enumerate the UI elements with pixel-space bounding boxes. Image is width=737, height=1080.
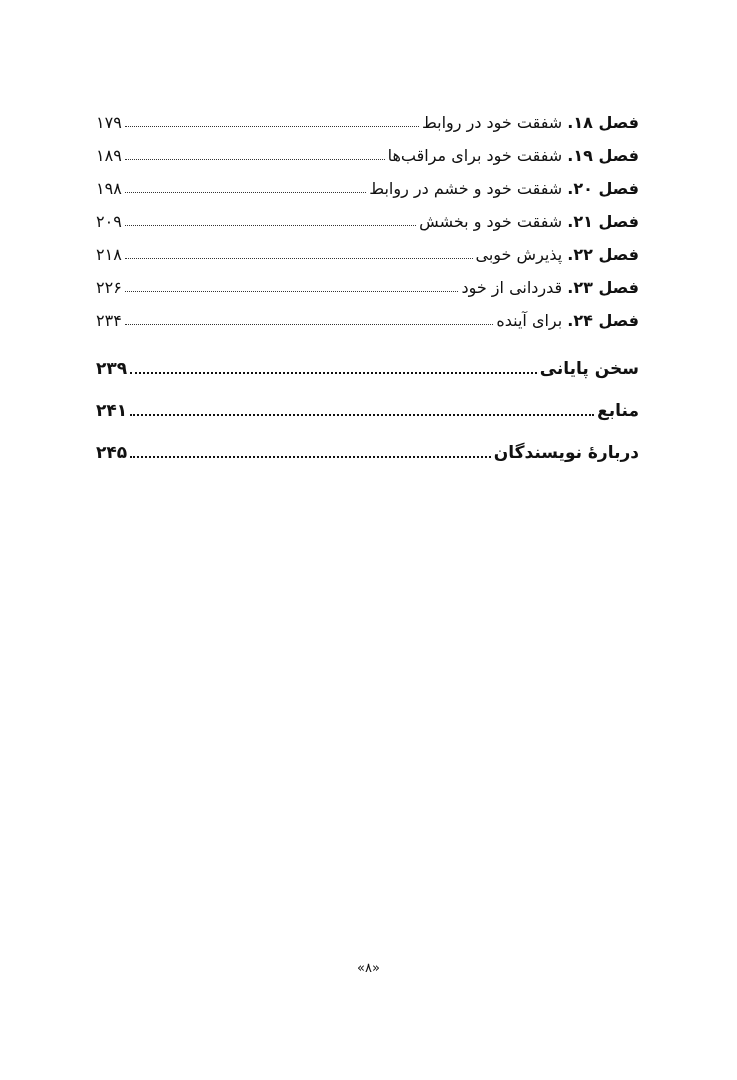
table-of-contents: [96, 98, 639, 462]
chapter-title: برای آینده: [496, 311, 563, 330]
page-number: ۱۹۸: [96, 179, 122, 198]
chapter-title: شفقت خود برای مراقب‌ها: [387, 146, 563, 165]
toc-entry-title: [388, 148, 639, 164]
dot-leader: [130, 414, 594, 416]
chapter-label: فصل ۲۰.: [567, 179, 639, 198]
toc-entry-about-authors: [96, 420, 639, 462]
dot-leader: [125, 324, 494, 325]
toc-entry-chapter-21: [96, 197, 639, 230]
section-title: سخن پایانی: [539, 359, 639, 379]
toc-entry-title: [476, 247, 640, 263]
page-folio: «۸»: [357, 961, 380, 976]
dot-leader: [130, 456, 491, 458]
chapter-label: فصل ۲۲.: [567, 245, 639, 264]
dot-leader: [130, 372, 537, 374]
chapter-label: فصل ۲۱.: [567, 212, 639, 231]
chapter-label: فصل ۲۳.: [567, 278, 639, 297]
toc-entry-chapter-23: [96, 263, 639, 296]
page-number: ۲۱۸: [96, 245, 122, 264]
page-number: ۲۳۴: [96, 311, 122, 330]
chapter-title: قدردانی از خود: [461, 278, 563, 297]
chapter-label: فصل ۲۴.: [567, 311, 639, 330]
page-number: ۲۳۹: [96, 359, 128, 379]
page-number: ۲۴۵: [96, 443, 128, 463]
chapter-label: فصل ۱۹.: [567, 146, 639, 165]
page-number: ۱۷۹: [96, 113, 122, 132]
toc-entry-title: [419, 214, 639, 230]
chapter-title: پذیرش خوبی: [475, 245, 563, 264]
toc-entry-title: [369, 181, 639, 197]
chapter-title: شفقت خود و خشم در روابط: [369, 179, 563, 198]
toc-entry-title: [496, 313, 639, 329]
dot-leader: [125, 291, 459, 292]
chapter-title: شفقت خود در روابط: [421, 113, 563, 132]
dot-leader: [125, 126, 419, 127]
chapter-label: فصل ۱۸.: [567, 113, 639, 132]
page-number: ۲۲۶: [96, 278, 122, 297]
toc-entry-references: [96, 378, 639, 420]
toc-entry-afterword: [96, 336, 639, 378]
dot-leader: [125, 159, 385, 160]
toc-entry-chapter-24: [96, 296, 639, 329]
dot-leader: [125, 258, 473, 259]
page-number: ۱۸۹: [96, 146, 122, 165]
toc-entry-title: [422, 115, 639, 131]
page-number: ۲۴۱: [96, 401, 128, 421]
page-number: ۲۰۹: [96, 212, 122, 231]
dot-leader: [125, 192, 366, 193]
toc-entry-chapter-22: [96, 230, 639, 263]
toc-entry-chapter-20: [96, 164, 639, 197]
toc-entry-chapter-19: [96, 131, 639, 164]
dot-leader: [125, 225, 416, 226]
section-title: منابع: [597, 401, 639, 421]
toc-entry-chapter-18: [96, 98, 639, 131]
chapter-title: شفقت خود و بخشش: [419, 212, 563, 231]
section-title: دربارهٔ نویسندگان: [493, 443, 639, 463]
toc-entry-title: [461, 280, 639, 296]
